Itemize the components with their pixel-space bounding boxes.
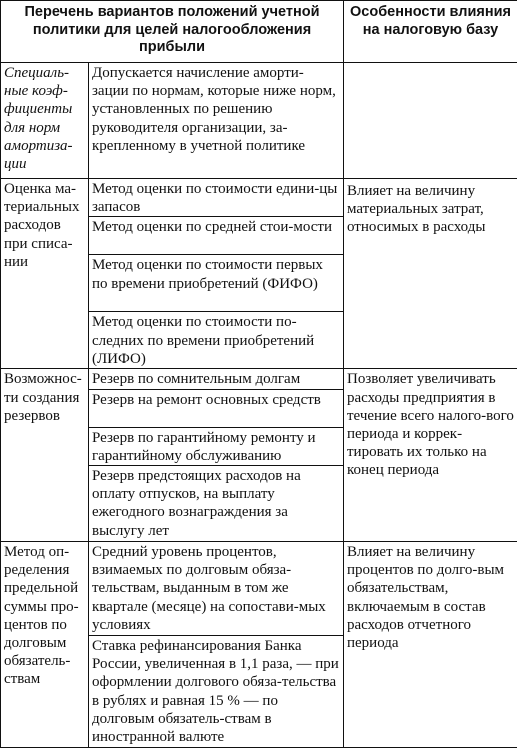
effect-cell: Влияет на величину процентов по долго-вым обязательствам, включаемым в состав расходов отчетного периода — [344, 542, 517, 748]
table-row — [1, 63, 517, 179]
effect-cell: Позволяет увеличивать расходы предприятия в течение всего налого-вого периода и коррек-тировать их только на конец периода — [344, 369, 517, 542]
option-cell: Допускается начисление аморти-зации по нормам, которые ниже норм, установленных по решению руководителя организации, за-крепленному в учетной политике — [89, 63, 344, 179]
group-label-material-costs: Оценка ма-териальных расходов при списа-нии — [1, 179, 89, 369]
effect-cell — [344, 63, 517, 179]
header-tax-base-effect: Особенности влияния на налоговую базу — [344, 1, 517, 63]
option-cell: Средний уровень процентов, взимаемых по долговым обяза-тельствам, выданным в том же квартале (месяце) на сопостави-мых условиях — [89, 542, 344, 636]
table-row — [1, 542, 517, 636]
group-label-interest-limit: Метод оп-ределения предельной суммы про-центов по долговым обязатель-ствам — [1, 542, 89, 748]
header-policy-options: Перечень вариантов положений учетной политики для целей налогообложения прибыли — [1, 1, 344, 63]
group-label-special-coefficients: Специаль-ные коэф-фициенты для норм амортиза-ции — [1, 63, 89, 179]
option-cell: Метод оценки по средней стои-мости — [89, 217, 344, 255]
option-cell: Метод оценки по стоимости по-следних по времени приобретений (ЛИФО) — [89, 312, 344, 369]
option-cell: Резерв на ремонт основных средств — [89, 389, 344, 427]
option-cell: Резерв по гарантийному ремонту и гарантийному обслуживанию — [89, 427, 344, 465]
effect-cell: Влияет на величину материальных затрат, относимых в расходы — [344, 179, 517, 369]
option-cell: Резерв по сомнительным долгам — [89, 369, 344, 389]
table-row — [1, 179, 517, 217]
option-cell: Метод оценки по стоимости едини-цы запасов — [89, 179, 344, 217]
option-cell: Ставка рефинансирования Банка России, увеличенная в 1,1 раза, — при оформлении долгового обяза-тельства в рублях и равная 15 % — по долговым обязатель-ствам в иностранной валюте — [89, 636, 344, 748]
option-cell: Резерв предстоящих расходов на оплату отпусков, на выплату ежегодного вознаграждения за выслугу лет — [89, 466, 344, 542]
table-row — [1, 369, 517, 389]
option-cell: Метод оценки по стоимости первых по времени приобретений (ФИФО) — [89, 255, 344, 312]
table-header-row — [1, 1, 517, 63]
group-label-reserves: Возможнос-ти создания резервов — [1, 369, 89, 542]
